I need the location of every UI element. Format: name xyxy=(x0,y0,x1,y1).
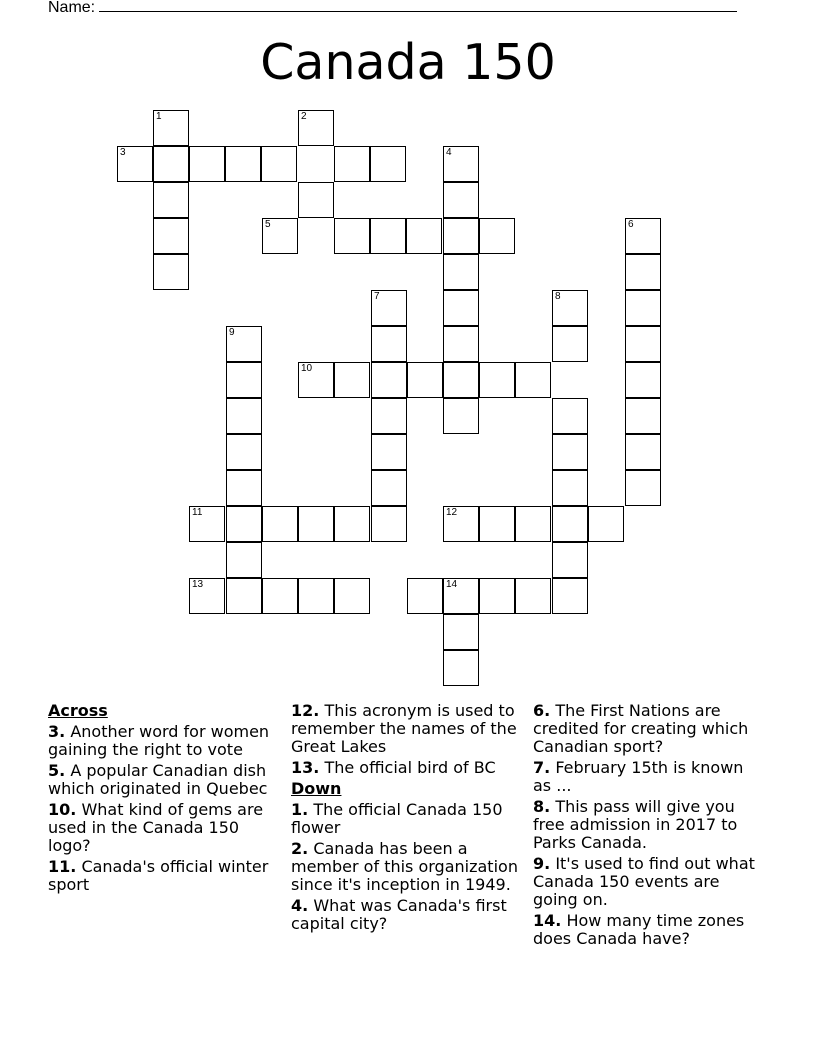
grid-cell[interactable] xyxy=(443,326,479,362)
grid-cell[interactable] xyxy=(552,470,588,506)
cell-number: 6 xyxy=(628,219,634,230)
grid-cell[interactable] xyxy=(153,218,189,254)
clue-number: 1. xyxy=(291,800,309,819)
grid-cell[interactable] xyxy=(443,290,479,326)
cell-number: 13 xyxy=(192,579,204,590)
grid-cell[interactable] xyxy=(552,398,588,434)
grid-cell[interactable] xyxy=(552,542,588,578)
cell-number: 7 xyxy=(374,291,380,302)
clue-down-1 xyxy=(291,801,523,837)
grid-cell[interactable] xyxy=(225,146,261,182)
grid-cell[interactable] xyxy=(552,578,588,614)
grid-cell-10[interactable] xyxy=(298,362,334,398)
grid-cell-2[interactable] xyxy=(298,110,334,146)
clue-text: The official Canada 150 flower xyxy=(291,800,503,837)
grid-cell[interactable] xyxy=(407,578,443,614)
grid-cell[interactable] xyxy=(261,146,297,182)
clue-text: The First Nations are credited for creating which Canadian sport? xyxy=(533,701,749,756)
clue-column-3 xyxy=(533,702,765,951)
cell-number: 8 xyxy=(555,291,561,302)
grid-cell[interactable] xyxy=(226,398,262,434)
clue-text: The official bird of BC xyxy=(324,758,496,777)
grid-cell[interactable] xyxy=(262,578,298,614)
clue-text: February 15th is known as ... xyxy=(533,758,744,795)
clue-down-4 xyxy=(291,897,523,933)
clue-down-8 xyxy=(533,798,765,852)
grid-cell[interactable] xyxy=(479,578,515,614)
clue-text: Another word for women gaining the right to vote xyxy=(48,722,270,759)
grid-cell[interactable] xyxy=(479,362,515,398)
clue-across-10 xyxy=(48,801,280,855)
grid-cell[interactable] xyxy=(226,542,262,578)
cell-number: 1 xyxy=(156,111,162,122)
grid-cell[interactable] xyxy=(625,398,661,434)
clue-text: Canada has been a member of this organization since it's inception in 1949. xyxy=(291,839,518,894)
clue-number: 12. xyxy=(291,701,320,720)
grid-cell-12[interactable] xyxy=(443,506,479,542)
clue-number: 3. xyxy=(48,722,66,741)
name-label: Name: xyxy=(48,0,96,16)
clue-across-5 xyxy=(48,762,280,798)
cell-number: 14 xyxy=(446,579,458,590)
grid-cell[interactable] xyxy=(625,362,661,398)
clue-text: Canada's official winter sport xyxy=(48,857,269,894)
grid-cell[interactable] xyxy=(443,218,479,254)
grid-cell[interactable] xyxy=(334,362,370,398)
clue-number: 13. xyxy=(291,758,320,777)
grid-cell[interactable] xyxy=(552,434,588,470)
cell-number: 12 xyxy=(446,507,458,518)
grid-cell-1[interactable] xyxy=(153,110,189,146)
grid-cell[interactable] xyxy=(625,434,661,470)
grid-cell[interactable] xyxy=(334,578,370,614)
clue-text: What was Canada's first capital city? xyxy=(291,896,507,933)
grid-cell[interactable] xyxy=(625,470,661,506)
grid-cell[interactable] xyxy=(298,506,334,542)
cell-number: 10 xyxy=(301,363,313,374)
grid-cell[interactable] xyxy=(443,182,479,218)
clue-text: A popular Canadian dish which originated in Quebec xyxy=(48,761,268,798)
clue-across-3 xyxy=(48,723,280,759)
grid-cell[interactable] xyxy=(443,614,479,650)
clue-text: This acronym is used to remember the names of the Great Lakes xyxy=(291,701,517,756)
cell-number: 2 xyxy=(301,111,307,122)
clue-number: 2. xyxy=(291,839,309,858)
clue-down-2 xyxy=(291,840,523,894)
clue-number: 10. xyxy=(48,800,77,819)
grid-cell-14[interactable] xyxy=(443,578,479,614)
grid-cell[interactable] xyxy=(515,362,551,398)
cell-number: 3 xyxy=(120,147,126,158)
grid-cell[interactable] xyxy=(189,146,225,182)
page-title: Canada 150 xyxy=(260,34,556,91)
grid-cell[interactable] xyxy=(153,254,189,290)
grid-cell[interactable] xyxy=(371,470,407,506)
grid-cell[interactable] xyxy=(334,146,370,182)
grid-cell[interactable] xyxy=(226,470,262,506)
cell-number: 5 xyxy=(265,219,271,230)
clue-number: 6. xyxy=(533,701,551,720)
clue-number: 5. xyxy=(48,761,66,780)
grid-cell[interactable] xyxy=(515,578,551,614)
grid-cell[interactable] xyxy=(479,506,515,542)
cell-number: 4 xyxy=(446,147,452,158)
across-header: Across xyxy=(48,701,108,720)
grid-cell[interactable] xyxy=(515,506,551,542)
cell-number: 9 xyxy=(229,327,235,338)
grid-cell[interactable] xyxy=(625,326,661,362)
grid-cell[interactable] xyxy=(153,146,189,182)
grid-cell[interactable] xyxy=(371,326,407,362)
grid-cell[interactable] xyxy=(226,578,262,614)
grid-cell[interactable] xyxy=(552,506,588,542)
grid-cell[interactable] xyxy=(552,326,588,362)
clue-number: 9. xyxy=(533,854,551,873)
clue-number: 8. xyxy=(533,797,551,816)
grid-cell[interactable] xyxy=(371,362,407,398)
grid-cell[interactable] xyxy=(443,650,479,686)
grid-cell[interactable] xyxy=(334,218,370,254)
grid-cell[interactable] xyxy=(371,434,407,470)
grid-cell[interactable] xyxy=(443,254,479,290)
grid-cell[interactable] xyxy=(625,254,661,290)
grid-cell-8[interactable] xyxy=(552,290,588,326)
grid-cell[interactable] xyxy=(298,182,334,218)
grid-cell[interactable] xyxy=(371,506,407,542)
grid-cell[interactable] xyxy=(407,362,443,398)
grid-cell-7[interactable] xyxy=(371,290,407,326)
grid-cell-11[interactable] xyxy=(189,506,225,542)
grid-cell[interactable] xyxy=(226,434,262,470)
grid-cell[interactable] xyxy=(371,398,407,434)
clue-text: It's used to find out what Canada 150 events are going on. xyxy=(533,854,755,909)
down-header: Down xyxy=(291,779,342,798)
grid-cell[interactable] xyxy=(370,146,406,182)
grid-cell[interactable] xyxy=(298,578,334,614)
grid-cell[interactable] xyxy=(262,506,298,542)
grid-cell[interactable] xyxy=(443,362,479,398)
cell-number: 11 xyxy=(192,507,203,518)
clue-across-13 xyxy=(291,759,523,777)
grid-cell[interactable] xyxy=(153,182,189,218)
grid-cell-13[interactable] xyxy=(189,578,225,614)
clue-number: 14. xyxy=(533,911,562,930)
clue-text: How many time zones does Canada have? xyxy=(533,911,745,948)
clue-down-7 xyxy=(533,759,765,795)
clue-column-2 xyxy=(291,702,523,936)
grid-cell[interactable] xyxy=(406,218,442,254)
grid-cell-4[interactable] xyxy=(443,146,479,182)
grid-cell[interactable] xyxy=(370,218,406,254)
grid-cell[interactable] xyxy=(226,506,262,542)
clue-down-14 xyxy=(533,912,765,948)
clue-text: What kind of gems are used in the Canada 150 logo? xyxy=(48,800,264,855)
grid-cell[interactable] xyxy=(443,398,479,434)
grid-cell[interactable] xyxy=(588,506,624,542)
clue-number: 4. xyxy=(291,896,309,915)
grid-cell-3[interactable] xyxy=(117,146,153,182)
grid-cell[interactable] xyxy=(334,506,370,542)
clue-number: 7. xyxy=(533,758,551,777)
grid-cell[interactable] xyxy=(226,362,262,398)
grid-cell[interactable] xyxy=(625,290,661,326)
clue-column-1 xyxy=(48,702,280,897)
clue-down-6 xyxy=(533,702,765,756)
clue-text: This pass will give you free admission in 2017 to Parks Canada. xyxy=(533,797,738,852)
grid-cell[interactable] xyxy=(479,218,515,254)
clue-down-9 xyxy=(533,855,765,909)
clue-across-12 xyxy=(291,702,523,756)
grid-cell-9[interactable] xyxy=(226,326,262,362)
grid-cell-5[interactable] xyxy=(262,218,298,254)
grid-cell-6[interactable] xyxy=(625,218,661,254)
clue-across-11 xyxy=(48,858,280,894)
clue-number: 11. xyxy=(48,857,77,876)
